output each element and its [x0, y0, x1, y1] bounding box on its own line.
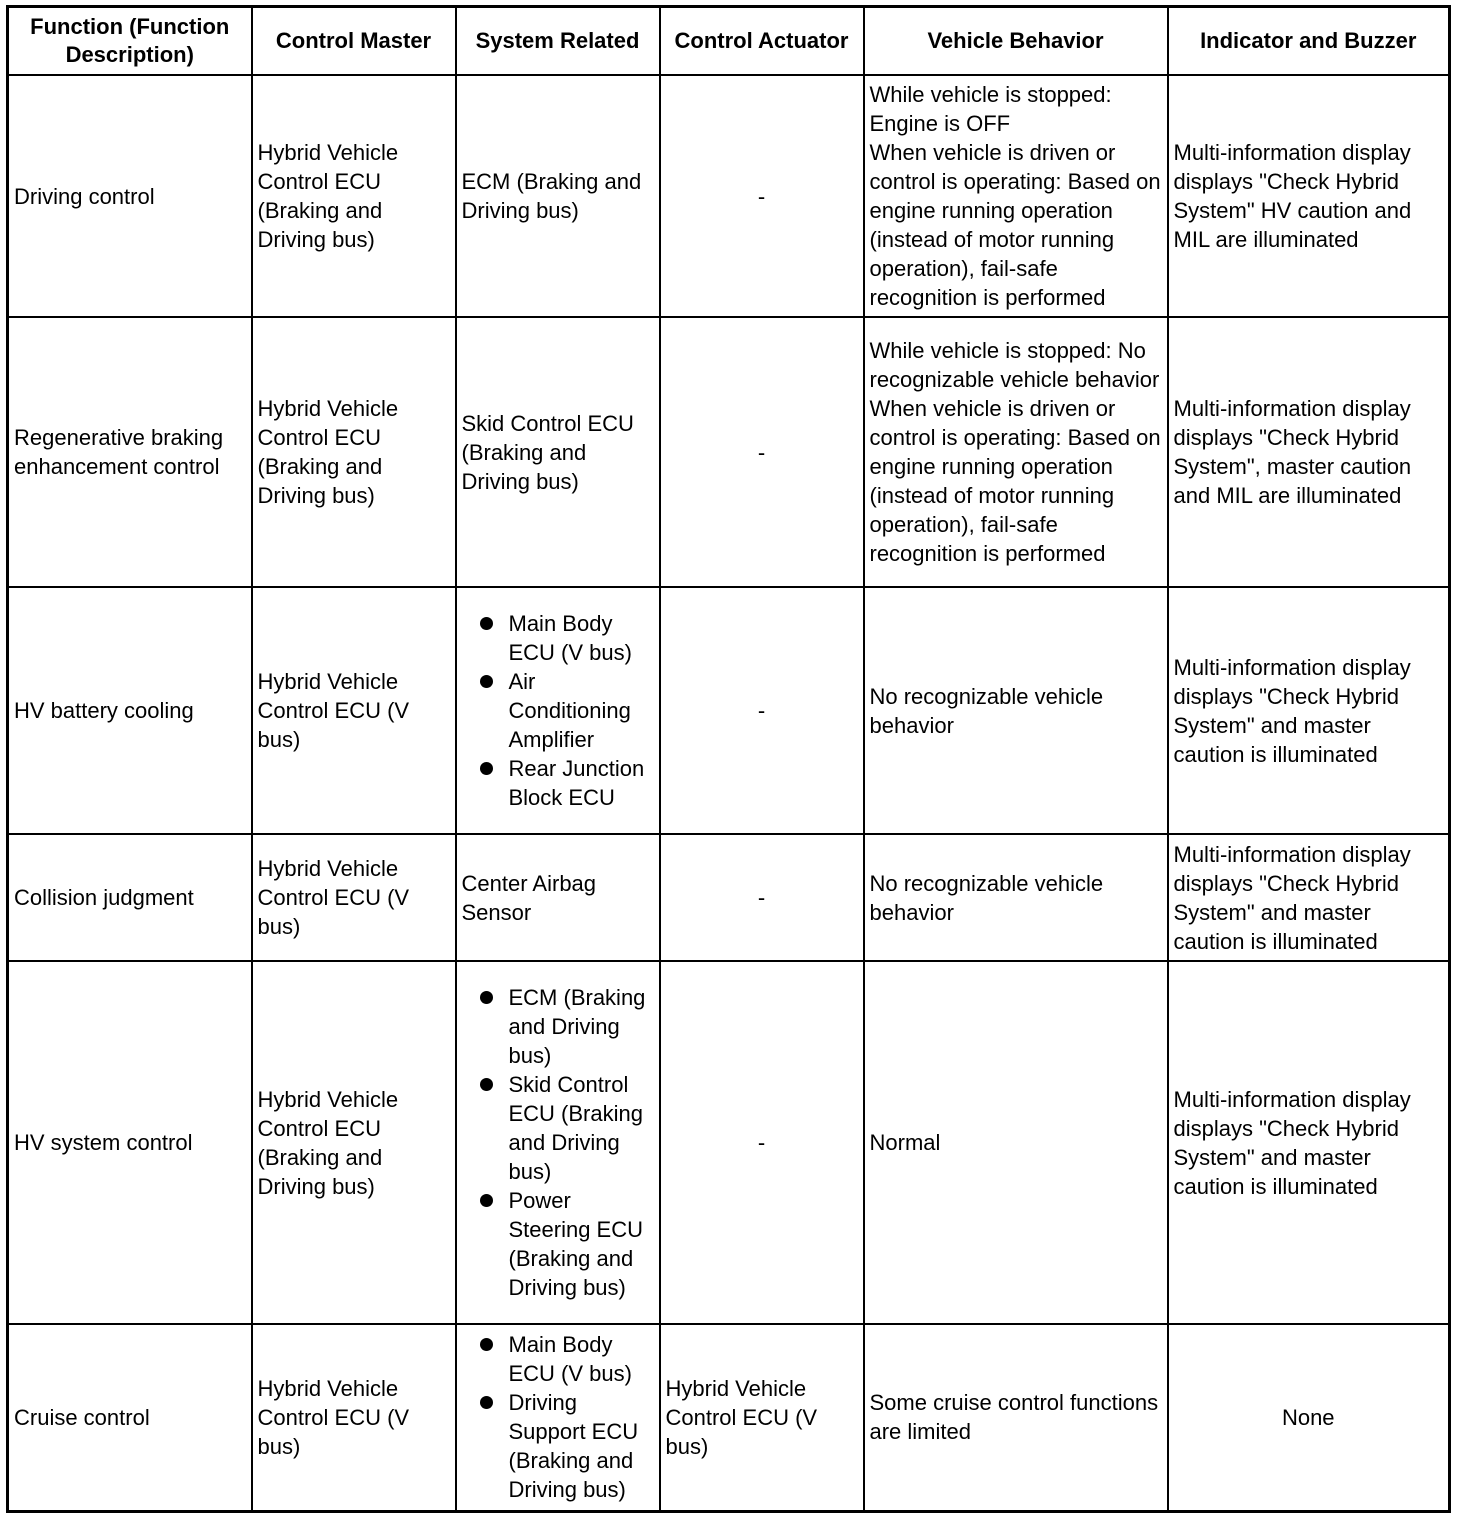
cell-control-master: Hybrid Vehicle Control ECU (Braking and Driving bus) [252, 317, 456, 587]
table-row [8, 587, 1450, 834]
behavior-paragraph: When vehicle is driven or control is operating: Based on engine running operation (instead of motor running operation), fail-safe recognition is performed [869, 140, 1161, 310]
cell-indicator-buzzer: Multi-information display displays "Check Hybrid System" and master caution is illuminated [1168, 587, 1450, 834]
list-item: Main Body ECU (V bus) [462, 1330, 654, 1388]
cell-system-related: Skid Control ECU (Braking and Driving bus) [456, 317, 660, 587]
behavior-paragraph: No recognizable vehicle behavior [869, 683, 1104, 738]
header-vehicle-behavior: Vehicle Behavior [864, 7, 1168, 76]
cell-control-actuator: - [660, 75, 864, 317]
table-row [8, 1324, 1450, 1511]
list-item: Air Conditioning Amplifier [462, 667, 654, 754]
cell-control-actuator: - [660, 317, 864, 587]
table-row [8, 317, 1450, 587]
behavior-paragraph: While vehicle is stopped: No recognizable vehicle behavior [869, 338, 1160, 392]
cell-control-actuator: - [660, 961, 864, 1324]
cell-control-master: Hybrid Vehicle Control ECU (V bus) [252, 1324, 456, 1511]
behavior-paragraph: Normal [869, 1130, 941, 1155]
system-related-list [462, 609, 654, 812]
cell-indicator-buzzer: Multi-information display displays "Check Hybrid System" and master caution is illuminated [1168, 834, 1450, 961]
table-body [8, 75, 1450, 1511]
table-row [8, 961, 1450, 1324]
system-related-list [462, 1330, 654, 1504]
header-system-related: System Related [456, 7, 660, 76]
cell-vehicle-behavior [864, 961, 1168, 1324]
cell-indicator-buzzer: Multi-information display displays "Check Hybrid System" HV caution and MIL are illuminated [1168, 75, 1450, 317]
cell-vehicle-behavior [864, 587, 1168, 834]
cell-function: HV battery cooling [8, 587, 252, 834]
cell-vehicle-behavior [864, 834, 1168, 961]
cell-indicator-buzzer: Multi-information display displays "Check Hybrid System", master caution and MIL are illuminated [1168, 317, 1450, 587]
cell-system-related: ECM (Braking and Driving bus) [456, 75, 660, 317]
header-control-master: Control Master [252, 7, 456, 76]
cell-control-master: Hybrid Vehicle Control ECU (Braking and Driving bus) [252, 75, 456, 317]
cell-vehicle-behavior [864, 1324, 1168, 1511]
cell-system-related [456, 1324, 660, 1511]
system-related-list [462, 983, 654, 1302]
list-item: Rear Junction Block ECU [462, 754, 654, 812]
cell-control-actuator: - [660, 587, 864, 834]
behavior-paragraph: When vehicle is driven or control is operating: Based on engine running operation (instead of motor running operation), fail-safe recognition is performed [869, 396, 1161, 566]
behavior-paragraph: Some cruise control functions are limited [869, 1390, 1159, 1445]
function-table [6, 5, 1451, 1513]
cell-indicator-buzzer: None [1168, 1324, 1450, 1511]
cell-vehicle-behavior [864, 75, 1168, 317]
cell-vehicle-behavior [864, 317, 1168, 587]
list-item: Main Body ECU (V bus) [462, 609, 654, 667]
header-control-actuator: Control Actuator [660, 7, 864, 76]
cell-function: Cruise control [8, 1324, 252, 1511]
cell-function: Regenerative braking enhancement control [8, 317, 252, 587]
cell-system-related [456, 961, 660, 1324]
cell-function: Collision judgment [8, 834, 252, 961]
cell-control-master: Hybrid Vehicle Control ECU (V bus) [252, 587, 456, 834]
cell-system-related [456, 587, 660, 834]
cell-indicator-buzzer: Multi-information display displays "Check Hybrid System" and master caution is illuminated [1168, 961, 1450, 1324]
behavior-paragraph: No recognizable vehicle behavior [869, 870, 1104, 925]
table-row [8, 75, 1450, 317]
table-row [8, 834, 1450, 961]
header-indicator-buzzer: Indicator and Buzzer [1168, 7, 1450, 76]
list-item: ECM (Braking and Driving bus) [462, 983, 654, 1070]
cell-system-related: Center Airbag Sensor [456, 834, 660, 961]
cell-function: HV system control [8, 961, 252, 1324]
cell-function: Driving control [8, 75, 252, 317]
list-item: Driving Support ECU (Braking and Driving bus) [462, 1388, 654, 1504]
list-item: Power Steering ECU (Braking and Driving bus) [462, 1186, 654, 1302]
cell-control-actuator: Hybrid Vehicle Control ECU (V bus) [660, 1324, 864, 1511]
header-row [8, 7, 1450, 76]
list-item: Skid Control ECU (Braking and Driving bus) [462, 1070, 654, 1186]
cell-control-master: Hybrid Vehicle Control ECU (Braking and Driving bus) [252, 961, 456, 1324]
behavior-paragraph: While vehicle is stopped: Engine is OFF [869, 82, 1112, 136]
cell-control-actuator: - [660, 834, 864, 961]
cell-control-master: Hybrid Vehicle Control ECU (V bus) [252, 834, 456, 961]
header-function: Function (Function Description) [8, 7, 252, 76]
